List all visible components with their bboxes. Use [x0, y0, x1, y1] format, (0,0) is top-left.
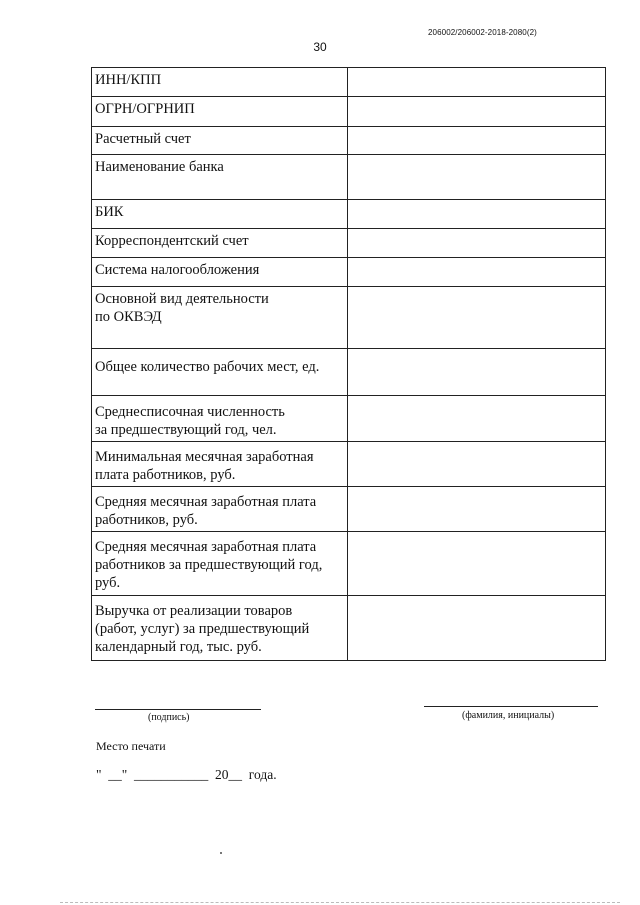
row-label-corr-account: Корреспондентский счет [92, 229, 348, 258]
row-label-workplaces: Общее количество рабочих мест, ед. [92, 349, 348, 396]
scan-speck [220, 852, 222, 854]
table-row [92, 596, 606, 661]
page-number: 30 [313, 40, 327, 54]
row-value-bank-name[interactable] [348, 155, 606, 200]
row-label-bank-name: Наименование банка [92, 155, 348, 200]
table-row [92, 287, 606, 349]
row-value-workplaces[interactable] [348, 349, 606, 396]
name-initials-line[interactable] [424, 706, 598, 707]
row-value-revenue[interactable] [348, 596, 606, 661]
row-value-tax-system[interactable] [348, 258, 606, 287]
stamp-place-label: Место печати [96, 739, 166, 753]
row-label-inn-kpp: ИНН/КПП [92, 68, 348, 97]
row-label-headcount: Среднесписочная численность за предшествующий год, чел. [92, 396, 348, 442]
name-initials-caption: (фамилия, инициалы) [462, 710, 555, 721]
table-row [92, 442, 606, 487]
table-row [92, 396, 606, 442]
row-label-tax-system: Система налогообложения [92, 258, 348, 287]
table-row [92, 127, 606, 155]
row-value-bik[interactable] [348, 200, 606, 229]
table-row [92, 200, 606, 229]
row-value-account[interactable] [348, 127, 606, 155]
signature-caption: (подпись) [148, 712, 190, 723]
table-row [92, 487, 606, 532]
row-label-bik: БИК [92, 200, 348, 229]
table-row [92, 229, 606, 258]
row-value-avg-salary-prev[interactable] [348, 532, 606, 596]
row-value-avg-salary[interactable] [348, 487, 606, 532]
table-row [92, 258, 606, 287]
scan-bottom-edge [60, 902, 620, 903]
row-value-headcount[interactable] [348, 396, 606, 442]
row-value-corr-account[interactable] [348, 229, 606, 258]
requisites-table [91, 67, 606, 661]
row-label-account: Расчетный счет [92, 127, 348, 155]
table-row [92, 532, 606, 596]
table-row [92, 97, 606, 127]
row-label-avg-salary-prev: Средняя месячная заработная плата работников за предшествующий год, руб. [92, 532, 348, 596]
row-label-revenue: Выручка от реализации товаров (работ, услуг) за предшествующий календарный год, тыс. руб. [92, 596, 348, 661]
table-row [92, 155, 606, 200]
row-label-min-salary: Минимальная месячная заработная плата работников, руб. [92, 442, 348, 487]
document-code: 206002/206002-2018-2080(2) [428, 28, 537, 37]
row-value-inn-kpp[interactable] [348, 68, 606, 97]
table-row [92, 68, 606, 97]
signature-line[interactable] [95, 709, 261, 710]
row-label-ogrn: ОГРН/ОГРНИП [92, 97, 348, 127]
row-value-ogrn[interactable] [348, 97, 606, 127]
row-value-okved[interactable] [348, 287, 606, 349]
date-line[interactable]: " __" ___________ 20__ года. [96, 767, 277, 782]
row-label-avg-salary: Средняя месячная заработная плата работников, руб. [92, 487, 348, 532]
row-value-min-salary[interactable] [348, 442, 606, 487]
table-row [92, 349, 606, 396]
row-label-okved: Основной вид деятельности по ОКВЭД [92, 287, 348, 349]
